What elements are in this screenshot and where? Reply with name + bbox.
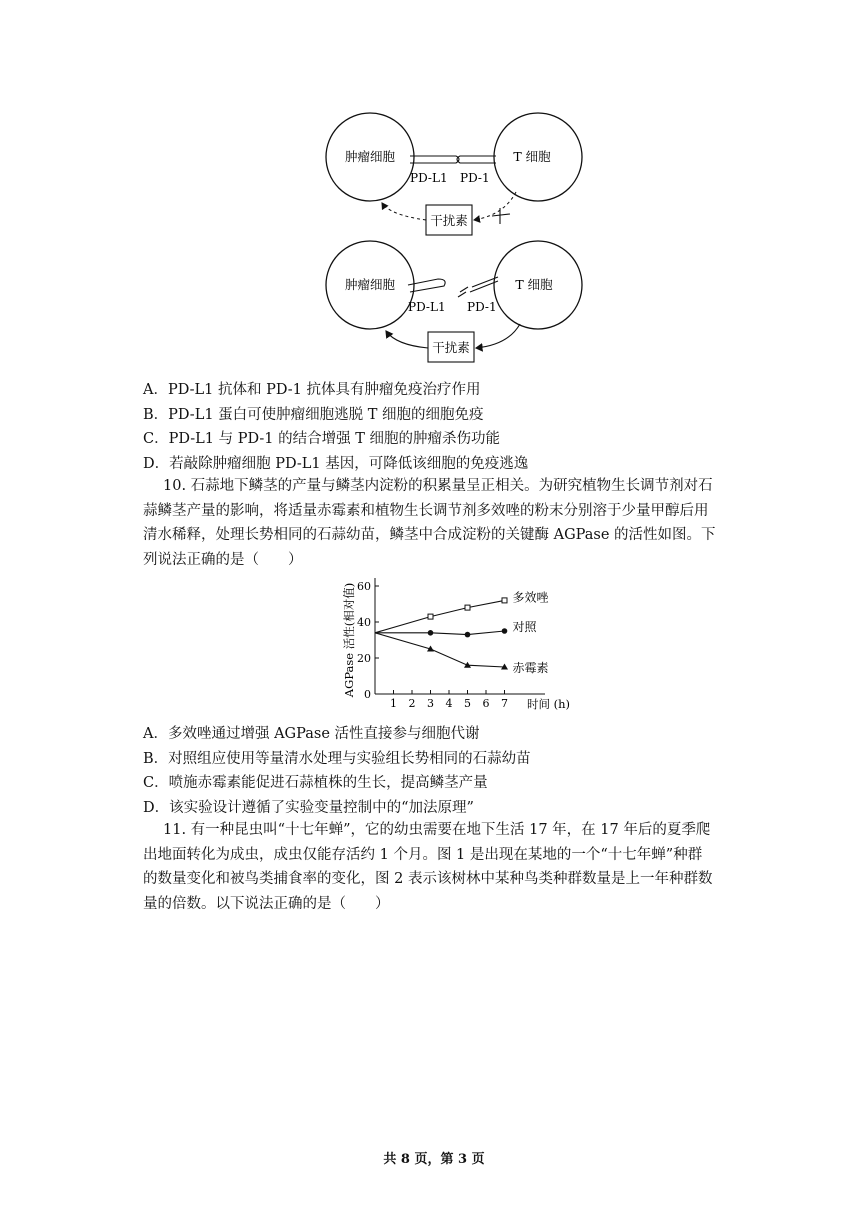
x-tick-label: 2	[408, 697, 416, 710]
q11-line-2: 出地面转化为成虫，成虫仅能存活约 1 个月。图 1 是出现在某地的一个“十七年蝉”种群	[143, 846, 703, 863]
q9-options	[143, 378, 743, 476]
series-label: 对照	[512, 620, 537, 634]
solid-arrow-to-interferon	[476, 324, 520, 348]
q9-option-b[interactable]: B．PD-L1 蛋白可使肿瘤细胞逃脱 T 细胞的细胞免疫	[143, 406, 484, 423]
series-line-1	[375, 631, 505, 635]
solid-arrow-to-tumor	[386, 331, 428, 348]
q10-options	[143, 722, 743, 820]
tumor-cell-label: 肿瘤细胞	[344, 277, 396, 292]
q10-option-c[interactable]: C．喷施赤霉素能促进石蒜植株的生长，提高鳞茎产量	[143, 775, 488, 791]
series-label: 多效唑	[512, 590, 549, 605]
data-point-circle	[502, 628, 508, 634]
pd-1-protein	[457, 156, 496, 163]
data-point-square	[428, 614, 433, 619]
q10-line-2: 蒜鳞茎产量的影响，将适量赤霉素和植物生长调节剂多效唑的粉末分别溶于少量甲醇后用	[143, 502, 709, 519]
x-tick-label: 1	[390, 697, 397, 710]
y-tick-label: 40	[357, 616, 371, 629]
pd-l1-label: PD-L1	[410, 171, 448, 185]
q9-option-d[interactable]: D．若敲除肿瘤细胞 PD-L1 基因，可降低该细胞的免疫逃逸	[143, 455, 529, 472]
x-axis-label: 时间 (h)	[527, 697, 571, 711]
q11-line-3: 的数量变化和被鸟类捕食率的变化，图 2 表示该树林中某种鸟类种群数量是上一年种群数	[143, 871, 713, 887]
y-tick-label: 60	[357, 580, 371, 593]
pd-1-protein	[458, 277, 498, 297]
tumor-cell-label: 肿瘤细胞	[344, 149, 396, 164]
q10-line-1: 10. 石蒜地下鳞茎的产量与鳞茎内淀粉的积累量呈正相关。为研究植物生长调节剂对石	[163, 478, 713, 494]
q9-option-c[interactable]: C．PD-L1 与 PD-1 的结合增强 T 细胞的肿瘤杀伤功能	[143, 431, 500, 447]
x-tick-label: 5	[464, 697, 471, 710]
series-line-0	[375, 600, 505, 632]
x-tick-label: 7	[501, 697, 508, 710]
x-tick-label: 3	[427, 697, 434, 710]
q10-option-b[interactable]: B．对照组应使用等量清水处理与实验组长势相同的石蒜幼苗	[143, 750, 531, 767]
t-cell-label: T 细胞	[515, 277, 553, 292]
pd-1-label: PD-1	[460, 171, 490, 185]
q9-option-a[interactable]: A．PD-L1 抗体和 PD-1 抗体具有肿瘤免疫治疗作用	[143, 382, 481, 398]
y-tick-label: 0	[364, 688, 371, 701]
agpase-activity-chart	[335, 572, 571, 714]
inhibition-mark	[492, 208, 510, 224]
series-line-2	[375, 633, 505, 667]
q10-option-a[interactable]: A．多效唑通过增强 AGPase 活性直接参与细胞代谢	[143, 726, 480, 742]
q11-line-4: 量的倍数。以下说法正确的是（ ）	[143, 895, 390, 912]
q10-option-d[interactable]: D．该实验设计遵循了实验变量控制中的“加法原理”	[143, 799, 474, 816]
data-point-square	[465, 605, 470, 610]
data-point-circle	[428, 630, 434, 636]
data-point-square	[502, 598, 507, 603]
x-tick-label: 4	[445, 697, 453, 710]
page-footer: 共 8 页，第 3 页	[383, 1152, 485, 1167]
interferon-label: 干扰素	[430, 213, 468, 228]
pd-1-label: PD-1	[467, 300, 497, 314]
q11-stem	[143, 818, 743, 916]
pd-l1-unbound-diagram	[320, 237, 580, 367]
q10-line-4: 列说法正确的是（ ）	[143, 551, 303, 568]
pd-l1-label: PD-L1	[408, 300, 446, 314]
interferon-label: 干扰素	[432, 340, 470, 355]
data-point-circle	[465, 632, 471, 638]
q11-line-1: 11. 有一种昆虫叫“十七年蝉”，它的幼虫需要在地下生活 17 年，在 17 年后的夏季爬	[163, 822, 711, 838]
dashed-arrow-to-tumor	[382, 203, 426, 220]
x-tick-label: 6	[482, 697, 490, 710]
y-axis-label: AGPase 活性(相对值)	[342, 582, 356, 698]
pd-l1-binding-diagram	[320, 110, 580, 240]
t-cell-label: T 细胞	[513, 149, 551, 164]
pd-l1-protein	[410, 156, 459, 163]
series-label: 赤霉素	[512, 661, 549, 675]
q10-line-3: 清水稀释，处理长势相同的石蒜幼苗，鳞茎中合成淀粉的关键酶 AGPase 的活性如图。下	[143, 527, 716, 543]
q10-stem	[143, 474, 743, 572]
y-tick-label: 20	[357, 652, 371, 665]
